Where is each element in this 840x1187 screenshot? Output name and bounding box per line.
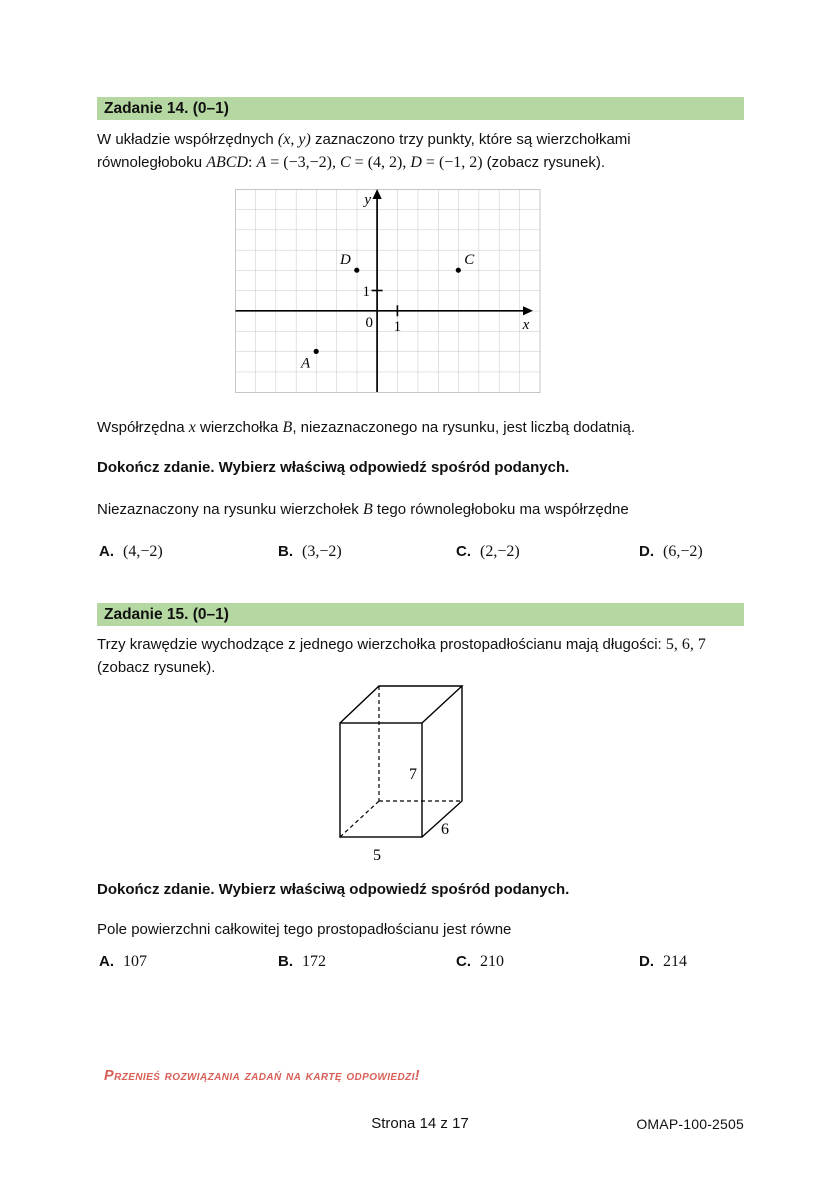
option-value: (3,−2) — [302, 543, 342, 560]
point-label-D: D — [339, 252, 351, 269]
option-letter: A. — [99, 543, 114, 560]
task14-option-d — [639, 543, 703, 561]
task14-title: Zadanie 14. (0–1) — [104, 100, 229, 117]
task15-figure-cuboid — [325, 678, 475, 868]
option-letter: D. — [639, 953, 654, 970]
option-value: (6,−2) — [663, 543, 703, 560]
point-C — [456, 268, 461, 273]
task15-options — [97, 953, 744, 977]
task14-options — [97, 543, 744, 567]
task15-question: Pole powierzchni całkowitej tego prostopadłościanu jest równe — [97, 921, 512, 938]
option-value: (2,−2) — [480, 543, 520, 560]
option-letter: D. — [639, 543, 654, 560]
origin-label: 0 — [365, 315, 373, 331]
task15-option-a — [99, 953, 147, 971]
option-value: 214 — [663, 953, 687, 970]
point-label-A: A — [301, 355, 311, 372]
task15-instruction: Dokończ zdanie. Wybierz właściwą odpowiedź spośród podanych. — [97, 881, 570, 898]
task14-intro-line1: W układzie współrzędnych (x, y) zaznaczono trzy punkty, które są wierzchołkami — [97, 131, 631, 148]
cuboid-hidden-edges — [340, 686, 462, 837]
grid-background — [236, 190, 541, 393]
point-label-C: C — [464, 252, 475, 269]
edge-label-depth: 6 — [441, 821, 449, 838]
task15-intro-line2: (zobacz rysunek). — [97, 659, 216, 676]
task14-option-c — [456, 543, 520, 561]
option-value: (4,−2) — [123, 543, 163, 560]
cuboid-top-face — [340, 686, 462, 723]
task14-note: Współrzędna x wierzchołka B, niezaznaczonego na rysunku, jest liczbą dodatnią. — [97, 419, 636, 436]
task14-question: Niezaznaczony na rysunku wierzchołek B tego równoległoboku ma współrzędne — [97, 501, 629, 518]
task14-option-a — [99, 543, 163, 561]
option-letter: C. — [456, 543, 471, 560]
edge-label-height: 7 — [409, 766, 417, 783]
option-letter: C. — [456, 953, 471, 970]
edge-label-width: 5 — [373, 847, 381, 864]
point-D — [354, 268, 359, 273]
option-value: 210 — [480, 953, 504, 970]
task15-intro — [97, 633, 744, 679]
task14-header-band — [97, 97, 744, 120]
transfer-notice: Przenieś rozwiązania zadań na kartę odpowiedzi! — [104, 1068, 421, 1084]
task14-option-b — [278, 543, 342, 561]
task14-figure-coordinate-grid — [235, 189, 541, 394]
task14-intro-line2: równoległoboku ABCD: A = (−3,−2), C = (4, 2), D = (−1, 2) (zobacz rysunek). — [97, 154, 605, 171]
exam-sheet-code: OMAP-100-2505 — [636, 1116, 744, 1132]
cuboid-right-face — [422, 686, 462, 837]
task14-intro — [97, 128, 744, 174]
x-unit-label: 1 — [393, 319, 402, 335]
task15-header-band — [97, 603, 744, 626]
task15-title: Zadanie 15. (0–1) — [104, 606, 229, 623]
y-unit-label: 1 — [362, 284, 370, 300]
option-letter: B. — [278, 953, 293, 970]
option-value: 107 — [123, 953, 147, 970]
option-letter: A. — [99, 953, 114, 970]
option-value: 172 — [302, 953, 326, 970]
point-A — [314, 349, 319, 354]
task15-option-b — [278, 953, 326, 971]
task15-option-d — [639, 953, 687, 971]
task15-intro-line1: Trzy krawędzie wychodzące z jednego wierzchołka prostopadłościanu mają długości: 5, 6, 7 — [97, 636, 706, 653]
y-axis-label: y — [364, 192, 371, 208]
page-number: Strona 14 z 17 — [371, 1115, 469, 1132]
task15-option-c — [456, 953, 504, 971]
x-axis-label: x — [522, 317, 530, 333]
task14-instruction: Dokończ zdanie. Wybierz właściwą odpowiedź spośród podanych. — [97, 459, 570, 476]
option-letter: B. — [278, 543, 293, 560]
